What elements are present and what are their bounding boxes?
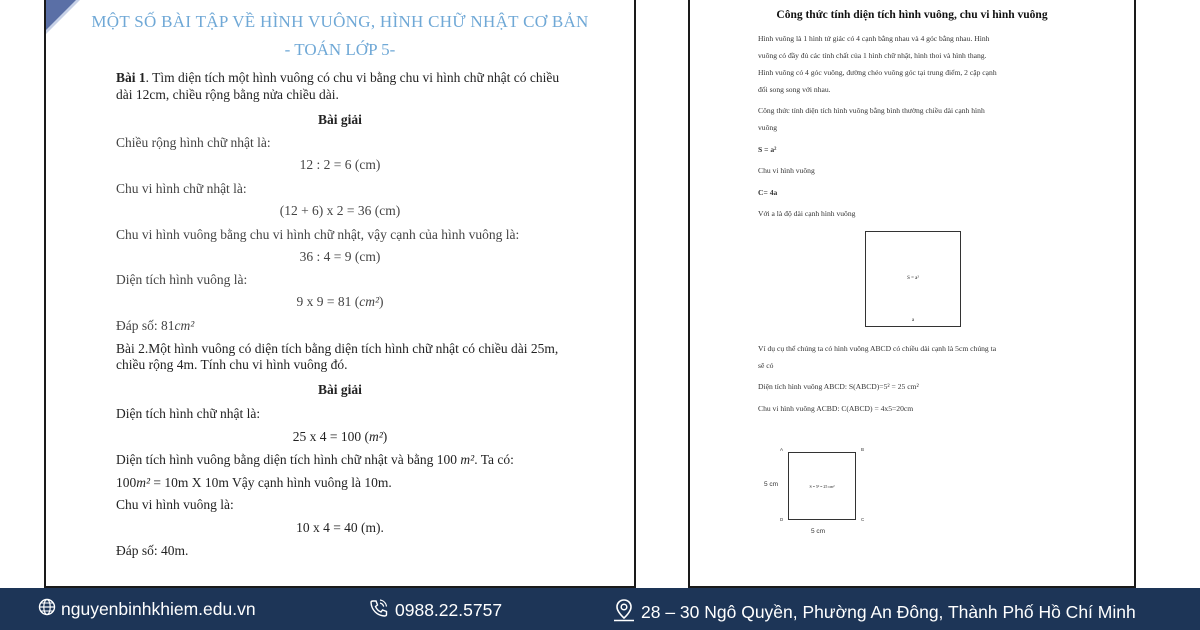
left-document-page — [44, 0, 636, 588]
exercise-2-text: Bài 2.Một hình vuông có diện tích bằng diện tích hình chữ nhật có chiều dài 25m, — [116, 341, 559, 356]
solution-line: Diện tích hình chữ nhật là: — [116, 406, 261, 421]
paragraph-line: sẽ có — [758, 361, 774, 370]
phone-icon — [368, 598, 395, 623]
vertex-label: A — [780, 447, 784, 452]
right-document-page — [688, 0, 1136, 588]
website-text: nguyenbinhkhiem.edu.vn — [61, 599, 256, 619]
document-title: MỘT SỐ BÀI TẬP VỀ HÌNH VUÔNG, HÌNH CHỮ NHẬT CƠ BẢN — [91, 12, 589, 31]
exercise-1-text-cont: dài 12cm, chiều rộng bằng nửa chiều dài. — [116, 87, 339, 102]
area-formula: S = a² — [758, 145, 777, 154]
square-area-label: S = a² — [907, 276, 919, 281]
exercise-1-text: Bài 1. Tìm diện tích một hình vuông có chu vi bằng chu vi hình chữ nhật có chiều — [116, 70, 560, 85]
contact-footer — [0, 588, 1200, 630]
answer-line: Đáp số: 81cm² — [116, 318, 195, 333]
solution-calc: 10 x 4 = 40 (m). — [296, 520, 384, 535]
example-square-abcd — [788, 452, 856, 520]
document-subtitle: - TOÁN LỚP 5- — [284, 40, 396, 59]
exercise-2-text-cont: chiều rộng 4m. Tính chu vi hình vuông đó. — [116, 357, 348, 372]
example-perimeter: Chu vi hình vuông ACBD: C(ABCD) = 4x5=20cm — [758, 404, 914, 413]
solution-calc: 25 x 4 = 100 (m²) — [292, 429, 388, 444]
phone-link[interactable] — [368, 598, 502, 623]
solution-line: Diện tích hình vuông là: — [116, 272, 248, 287]
phone-text: 0988.22.5757 — [395, 600, 503, 620]
perimeter-label: Chu vi hình vuông — [758, 166, 815, 175]
paragraph-line: Với a là độ dài cạnh hình vuông — [758, 209, 856, 218]
paragraph-line: vuông — [758, 123, 777, 132]
side-length-label: 5 cm — [764, 481, 779, 488]
solution-line: 100m² = 10m X 10m Vậy cạnh hình vuông là 10m. — [116, 475, 392, 490]
paragraph-line: Công thức tính diện tích hình vuông bằng bình thường chiều dài cạnh hình — [758, 106, 985, 115]
paragraph-line: đối song song với nhau. — [758, 85, 831, 94]
solution-heading: Bài giải — [318, 382, 362, 397]
solution-calc: 9 x 9 = 81 (cm²) — [296, 294, 384, 309]
answer-line: Đáp số: 40m. — [116, 543, 189, 558]
example-area: Diện tích hình vuông ABCD: S(ABCD)=5² = 25 cm² — [758, 382, 919, 391]
solution-calc: 36 : 4 = 9 (cm) — [299, 249, 381, 264]
vertex-label: C — [861, 517, 865, 522]
solution-calc: 12 : 2 = 6 (cm) — [299, 157, 381, 172]
perimeter-formula: C= 4a — [758, 188, 778, 197]
exercise-1-label: Bài 1 — [116, 70, 146, 85]
square-side-label: a — [911, 318, 915, 323]
address-text: 28 – 30 Ngô Quyền, Phường An Đông, Thành Phố Hồ Chí Minh — [641, 602, 1136, 622]
solution-line: Diện tích hình vuông bằng diện tích hình chữ nhật và bằng 100 m². Ta có: — [116, 452, 514, 467]
solution-line: Chu vi hình vuông là: — [116, 497, 234, 512]
solution-calc: (12 + 6) x 2 = 36 (cm) — [279, 203, 401, 218]
solution-heading: Bài giải — [318, 112, 362, 127]
vertex-label: D — [780, 517, 784, 522]
document-title: Công thức tính diện tích hình vuông, chu vi hình vuông — [776, 9, 1048, 21]
vertex-label: B — [861, 447, 865, 452]
square-diagram — [865, 231, 961, 327]
website-link[interactable] — [38, 598, 256, 621]
paragraph-line: Ví dụ cụ thể chúng ta có hình vuông ABCD có chiều dài cạnh là 5cm chúng ta — [758, 344, 997, 353]
solution-line: Chu vi hình chữ nhật là: — [116, 181, 247, 196]
side-length-label: 5 cm — [811, 528, 826, 535]
solution-line: Chiều rộng hình chữ nhật là: — [116, 135, 271, 150]
globe-icon — [38, 598, 61, 621]
address-link[interactable] — [612, 598, 1136, 627]
example-square-area-label: S = 5² = 25 cm² — [809, 484, 835, 489]
location-pin-icon — [612, 598, 641, 627]
paragraph-line: vuông có đầy đủ các tính chất của 1 hình chữ nhật, hình thoi và hình thang. — [758, 51, 987, 60]
paragraph-line: Hình vuông có 4 góc vuông, đường chéo vuông góc tại trung điểm, 2 cặp cạnh — [758, 68, 997, 77]
paragraph-line: Hình vuông là 1 hình tứ giác có 4 cạnh bằng nhau và 4 góc bằng nhau. Hình — [758, 34, 990, 43]
solution-line: Chu vi hình vuông bằng chu vi hình chữ nhật, vậy cạnh của hình vuông là: — [116, 227, 520, 242]
